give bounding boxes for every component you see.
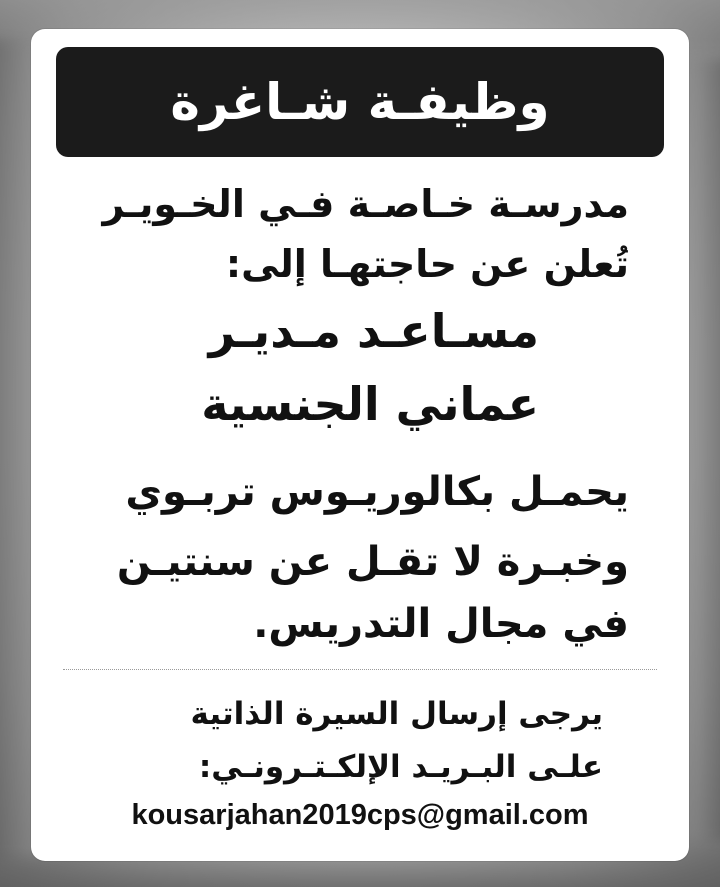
job-position: مسـاعـد مـديـر bbox=[208, 304, 539, 358]
nationality-requirement: عماني الجنسية bbox=[201, 377, 539, 431]
experience-requirement: وخبـرة لا تقـل عن سنتيـن bbox=[116, 539, 629, 585]
title-banner bbox=[56, 47, 664, 157]
contact-email[interactable]: kousarjahan2019cps@gmail.com bbox=[131, 799, 589, 831]
school-line: مدرسـة خـاصـة فـي الخـويـر bbox=[102, 182, 629, 226]
job-ad-card bbox=[31, 29, 689, 861]
page-title: وظيفـة شـاغرة bbox=[170, 73, 550, 131]
announcement-line: تُعلن عن حاجتهـا إلى: bbox=[225, 242, 629, 286]
degree-requirement: يحمـل بكالوريـوس تربـوي bbox=[125, 469, 629, 515]
experience-field: في مجال التدريس. bbox=[253, 601, 629, 647]
dotted-divider bbox=[63, 669, 657, 670]
cv-instruction: يرجى إرسال السيرة الذاتية bbox=[190, 696, 603, 732]
email-instruction: علـى البـريـد الإلكـتـرونـي: bbox=[198, 749, 603, 785]
